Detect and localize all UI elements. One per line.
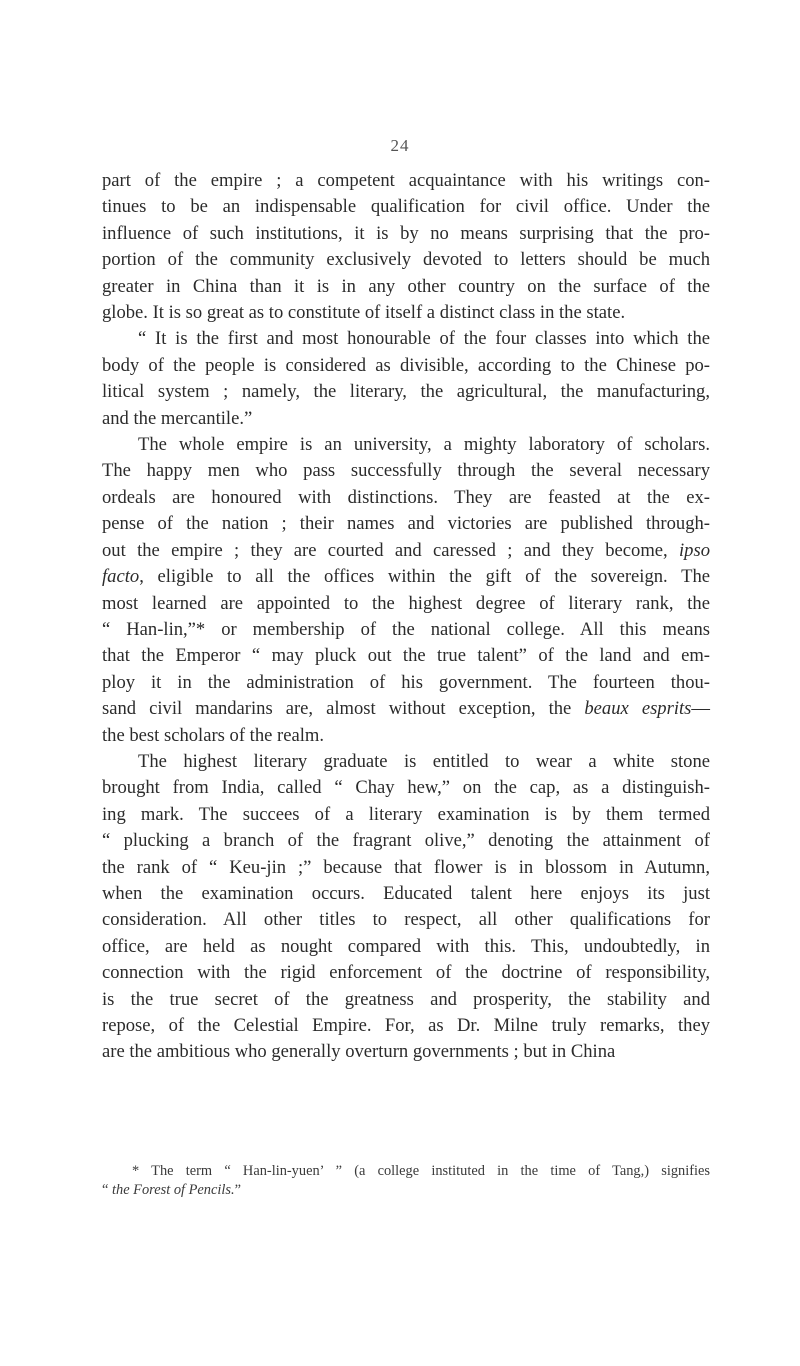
text-line: influence of such institutions, it is by no means surprising that the pro- (102, 222, 710, 244)
text-line: portion of the community exclusively devoted to letters should be much (102, 249, 710, 271)
footnote-line: * The term “ Han-lin-yuen’ ” (a college instituted in the time of Tang,) signifies (132, 1163, 710, 1179)
text-line: connection with the rigid enforcement of the doctrine of responsibility, (102, 962, 710, 984)
text-line: ploy it in the administration of his government. The fourteen thou- (102, 671, 710, 693)
page-number: 24 (390, 136, 410, 155)
text-line: out the empire ; they are courted and caressed ; and they become, ipso (102, 539, 710, 561)
text-line: tinues to be an indispensable qualification for civil office. Under the (102, 196, 710, 218)
paragraph (102, 749, 710, 1066)
text-line: The highest literary graduate is entitled to wear a white stone (138, 750, 710, 772)
text-line: repose, of the Celestial Empire. For, as Dr. Milne truly remarks, they (102, 1015, 710, 1036)
text-line: when the examination occurs. Educated talent here enjoys its just (102, 882, 710, 904)
text-line: “ plucking a branch of the fragrant olive,” denoting the attainment of (102, 830, 710, 852)
text-line: office, are held as nought compared with this. This, undoubtedly, in (102, 935, 710, 957)
text-line: are the ambitious who generally overturn governments ; but in China (102, 1041, 616, 1063)
text-line: and the mercantile.” (102, 407, 253, 429)
paragraph (102, 326, 710, 432)
text-line: most learned are appointed to the highest degree of literary rank, the (102, 592, 710, 614)
text-line: The whole empire is an university, a mighty laboratory of scholars. (138, 434, 710, 456)
text-line: “ It is the first and most honourable of the four classes into which the (138, 328, 710, 350)
text-line: body of the people is considered as divisible, according to the Chinese po- (102, 354, 710, 376)
text-line: part of the empire ; a competent acquaintance with his writings con- (102, 170, 710, 191)
text-line: globe. It is so great as to constitute of itself a distinct class in the state. (102, 302, 626, 324)
text-line: “ Han-lin,”* or membership of the national college. All this means (102, 618, 710, 640)
text-line: that the Emperor “ may pluck out the true talent” of the land and em- (102, 645, 710, 667)
text-line: brought from India, called “ Chay hew,” on the cap, as a distinguish- (102, 777, 710, 799)
text-line: ing mark. The succees of a literary examination is by them termed (102, 803, 710, 825)
text-line: litical system ; namely, the literary, the agricultural, the manufacturing, (102, 381, 710, 403)
text-line: sand civil mandarins are, almost without exception, the beaux esprits— (102, 698, 711, 720)
text-line: is the true secret of the greatness and prosperity, the stability and (102, 988, 710, 1010)
paragraph (102, 168, 710, 326)
text-line: pense of the nation ; their names and victories are published through- (102, 513, 710, 535)
text-line: the best scholars of the realm. (102, 724, 325, 746)
text-line: facto, eligible to all the offices within the gift of the sovereign. The (102, 566, 710, 588)
text-line: consideration. All other titles to respect, all other qualifications for (102, 909, 710, 931)
text-line: The happy men who pass successfully through the several necessary (102, 460, 710, 482)
text-line: ordeals are honoured with distinctions. They are feasted at the ex- (102, 486, 710, 508)
footnote (102, 1162, 710, 1200)
paragraph (102, 432, 710, 749)
text-line: greater in China than it is in any other country on the surface of the (102, 275, 710, 297)
footnote-line: “ the Forest of Pencils.” (102, 1182, 241, 1198)
text-line: the rank of “ Keu-jin ;” because that flower is in blossom in Autumn, (102, 856, 710, 878)
body-text (102, 168, 710, 1066)
